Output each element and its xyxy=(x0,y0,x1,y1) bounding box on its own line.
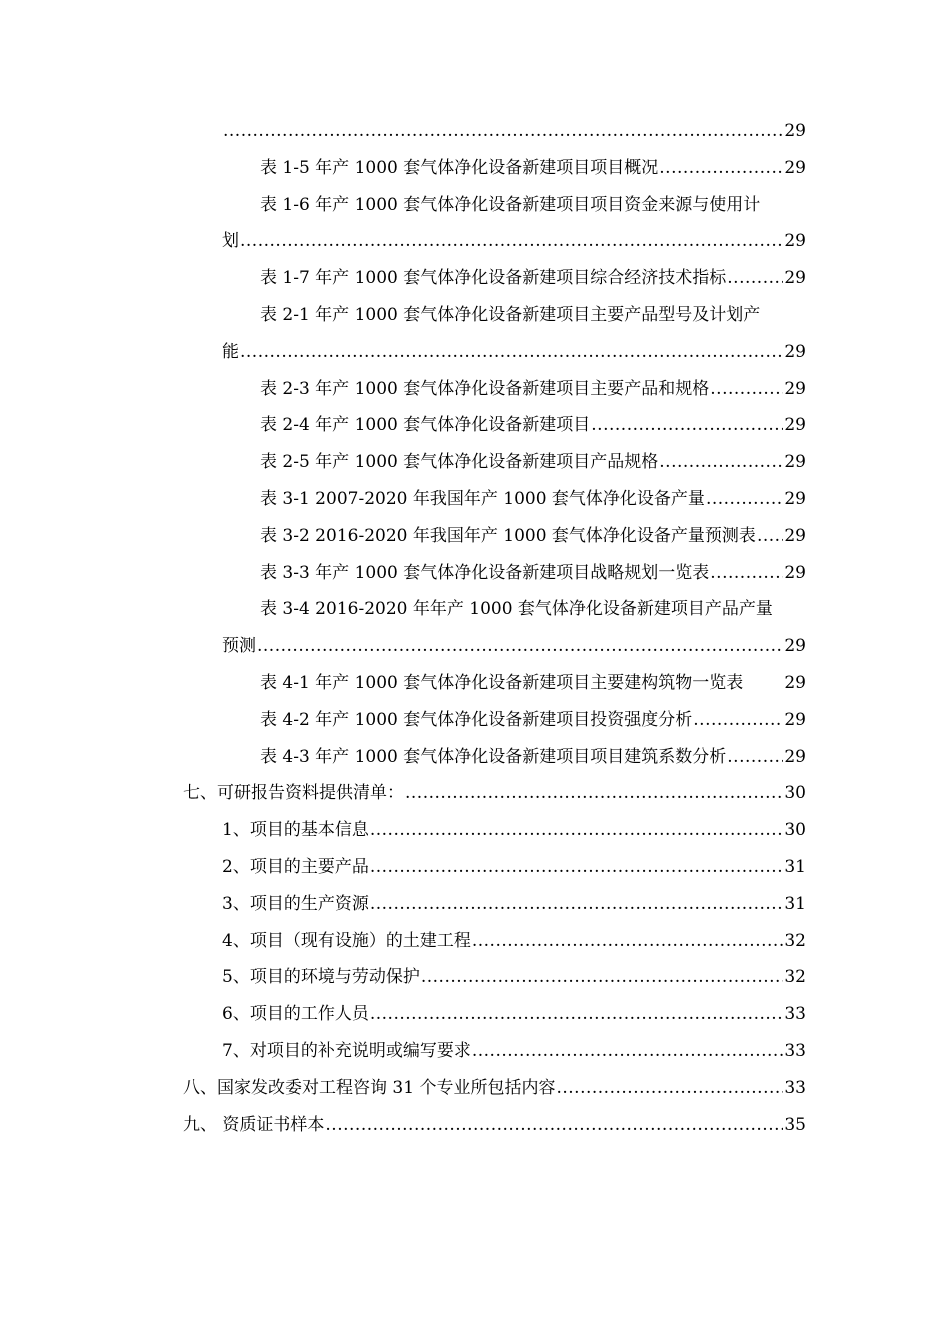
toc-page-number: 32 xyxy=(784,930,806,951)
toc-entry[interactable] xyxy=(183,1114,806,1136)
toc-entry-title: 表 2-4 年产 1000 套气体净化设备新建项目 xyxy=(260,415,591,436)
toc-leader-dots xyxy=(240,230,783,252)
toc-entry-title: 表 1-5 年产 1000 套气体净化设备新建项目项目概况 xyxy=(260,157,659,178)
toc-entry[interactable] xyxy=(260,672,806,694)
toc-entry[interactable] xyxy=(222,341,806,363)
toc-leader-dots xyxy=(727,267,783,289)
toc-entry-title: 表 4-3 年产 1000 套气体净化设备新建项目项目建筑系数分析 xyxy=(260,746,727,767)
toc-leader-dots xyxy=(472,930,784,952)
toc-page-number: 29 xyxy=(784,341,806,362)
toc-entry-title: 能 xyxy=(222,341,239,362)
toc-page-number: 32 xyxy=(784,967,806,988)
toc-page-number: 30 xyxy=(784,820,806,841)
toc-entry-title: 3、项目的生产资源 xyxy=(222,893,369,914)
toc-entry-title: 5、项目的环境与劳动保护 xyxy=(222,967,420,988)
toc-entry[interactable] xyxy=(260,157,806,179)
toc-page-number: 29 xyxy=(784,746,806,767)
toc-entry-title: 表 1-6 年产 1000 套气体净化设备新建项目项目资金来源与使用计 xyxy=(260,194,761,215)
toc-entry[interactable] xyxy=(222,1003,806,1025)
toc-entry[interactable] xyxy=(222,230,806,252)
toc-entry[interactable] xyxy=(260,709,806,731)
toc-leader-dots xyxy=(240,341,783,363)
toc-entry[interactable] xyxy=(222,966,806,988)
toc-leader-dots xyxy=(370,893,784,915)
toc-entry[interactable] xyxy=(222,893,806,915)
toc-leader-dots xyxy=(556,1077,783,1099)
toc-entry-title: 预测 xyxy=(222,636,256,657)
toc-page-number: 30 xyxy=(784,783,806,804)
toc-page-number: 29 xyxy=(784,636,806,657)
toc-entry[interactable] xyxy=(222,120,806,142)
toc-page-number: 35 xyxy=(784,1114,806,1135)
toc-page-number: 29 xyxy=(784,673,806,693)
toc-entry[interactable] xyxy=(222,930,806,952)
toc-page-number: 29 xyxy=(784,489,806,509)
toc-entry[interactable] xyxy=(222,856,806,878)
toc-entry-title: 表 3-2 2016-2020 年我国年产 1000 套气体净化设备产量预测表 xyxy=(260,525,756,546)
toc-entry-title: 1、项目的基本信息 xyxy=(222,820,369,841)
toc-page-number: 29 xyxy=(784,562,806,583)
toc-page-number: 31 xyxy=(784,893,806,914)
toc-entry-title: 九、 资质证书样本 xyxy=(183,1114,325,1135)
toc-leader-dots xyxy=(591,414,783,436)
toc-leader-dots xyxy=(472,1040,784,1062)
toc-page-number: 29 xyxy=(784,268,806,289)
toc-entry[interactable] xyxy=(260,414,806,436)
toc-entry[interactable] xyxy=(260,378,806,400)
toc-leader-dots xyxy=(223,120,783,142)
toc-entry-title: 表 1-7 年产 1000 套气体净化设备新建项目综合经济技术指标 xyxy=(260,268,727,289)
toc-leader-dots xyxy=(370,856,784,878)
toc-leader-dots xyxy=(659,451,783,473)
toc-entry-title: 表 2-3 年产 1000 套气体净化设备新建项目主要产品和规格 xyxy=(260,378,710,399)
toc-leader-dots xyxy=(370,1003,784,1025)
toc-entry-title: 表 2-5 年产 1000 套气体净化设备新建项目产品规格 xyxy=(260,452,659,473)
toc-leader-dots xyxy=(727,746,783,768)
toc-entry[interactable] xyxy=(222,1040,806,1062)
toc-page-number: 33 xyxy=(784,1004,806,1025)
toc-leader-dots xyxy=(405,782,783,804)
toc-entry[interactable] xyxy=(260,267,806,289)
toc-page-number: 31 xyxy=(784,857,806,877)
toc-page-number: 33 xyxy=(784,1041,806,1061)
toc-leader-dots xyxy=(370,819,784,841)
toc-entry-title: 7、对项目的补充说明或编写要求 xyxy=(222,1041,471,1061)
toc-entry[interactable] xyxy=(260,746,806,768)
toc-entry[interactable] xyxy=(222,819,806,841)
toc-page-number: 29 xyxy=(784,121,806,141)
toc-entry[interactable] xyxy=(260,451,806,473)
toc-page-number: 29 xyxy=(784,452,806,473)
toc-entry[interactable] xyxy=(222,635,806,657)
toc-leader-dots xyxy=(659,157,783,179)
toc-page-number: 29 xyxy=(784,525,806,546)
toc-entry-title: 表 4-1 年产 1000 套气体净化设备新建项目主要建构筑物一览表 xyxy=(260,673,744,693)
toc-leader-dots xyxy=(421,966,784,988)
toc-entry-title: 2、项目的主要产品 xyxy=(222,857,369,877)
toc-entry-title: 划 xyxy=(222,231,239,252)
toc-entry-title: 表 3-1 2007-2020 年我国年产 1000 套气体净化设备产量 xyxy=(260,489,705,509)
toc-entry-title: 表 3-3 年产 1000 套气体净化设备新建项目战略规划一览表 xyxy=(260,562,710,583)
toc-entry-title: 4、项目（现有设施）的土建工程 xyxy=(222,930,471,951)
toc-entry[interactable] xyxy=(260,562,806,584)
toc-leader-dots xyxy=(325,1114,783,1136)
toc-page-number: 29 xyxy=(784,157,806,178)
toc-entry-title: 表 3-4 2016-2020 年年产 1000 套气体净化设备新建项目产品产量 xyxy=(260,599,773,620)
toc-entry-title: 表 2-1 年产 1000 套气体净化设备新建项目主要产品型号及计划产 xyxy=(260,305,761,325)
toc-leader-dots xyxy=(710,378,783,400)
toc-page-number: 29 xyxy=(784,231,806,252)
toc-page-number: 33 xyxy=(784,1077,806,1098)
toc-page-number: 29 xyxy=(784,415,806,436)
toc-entry[interactable] xyxy=(260,488,806,510)
toc-entry[interactable] xyxy=(183,1077,806,1099)
toc-leader-dots xyxy=(706,488,783,510)
toc-entry[interactable] xyxy=(260,525,806,547)
toc-page-number: 29 xyxy=(784,378,806,399)
toc-leader-dots xyxy=(693,709,783,731)
toc-leader-dots xyxy=(257,635,783,657)
toc-page-number: 29 xyxy=(784,709,806,730)
toc-leader-dots xyxy=(757,525,783,547)
toc-leader-dots xyxy=(710,562,783,584)
toc-entry[interactable] xyxy=(183,782,806,804)
toc-entry-title: 八、国家发改委对工程咨询 31 个专业所包括内容 xyxy=(183,1077,556,1098)
toc-entry-title: 表 4-2 年产 1000 套气体净化设备新建项目投资强度分析 xyxy=(260,709,693,730)
toc-entry-title: 七、可研报告资料提供清单： xyxy=(183,783,404,804)
toc-entry-title: 6、项目的工作人员 xyxy=(222,1004,369,1025)
